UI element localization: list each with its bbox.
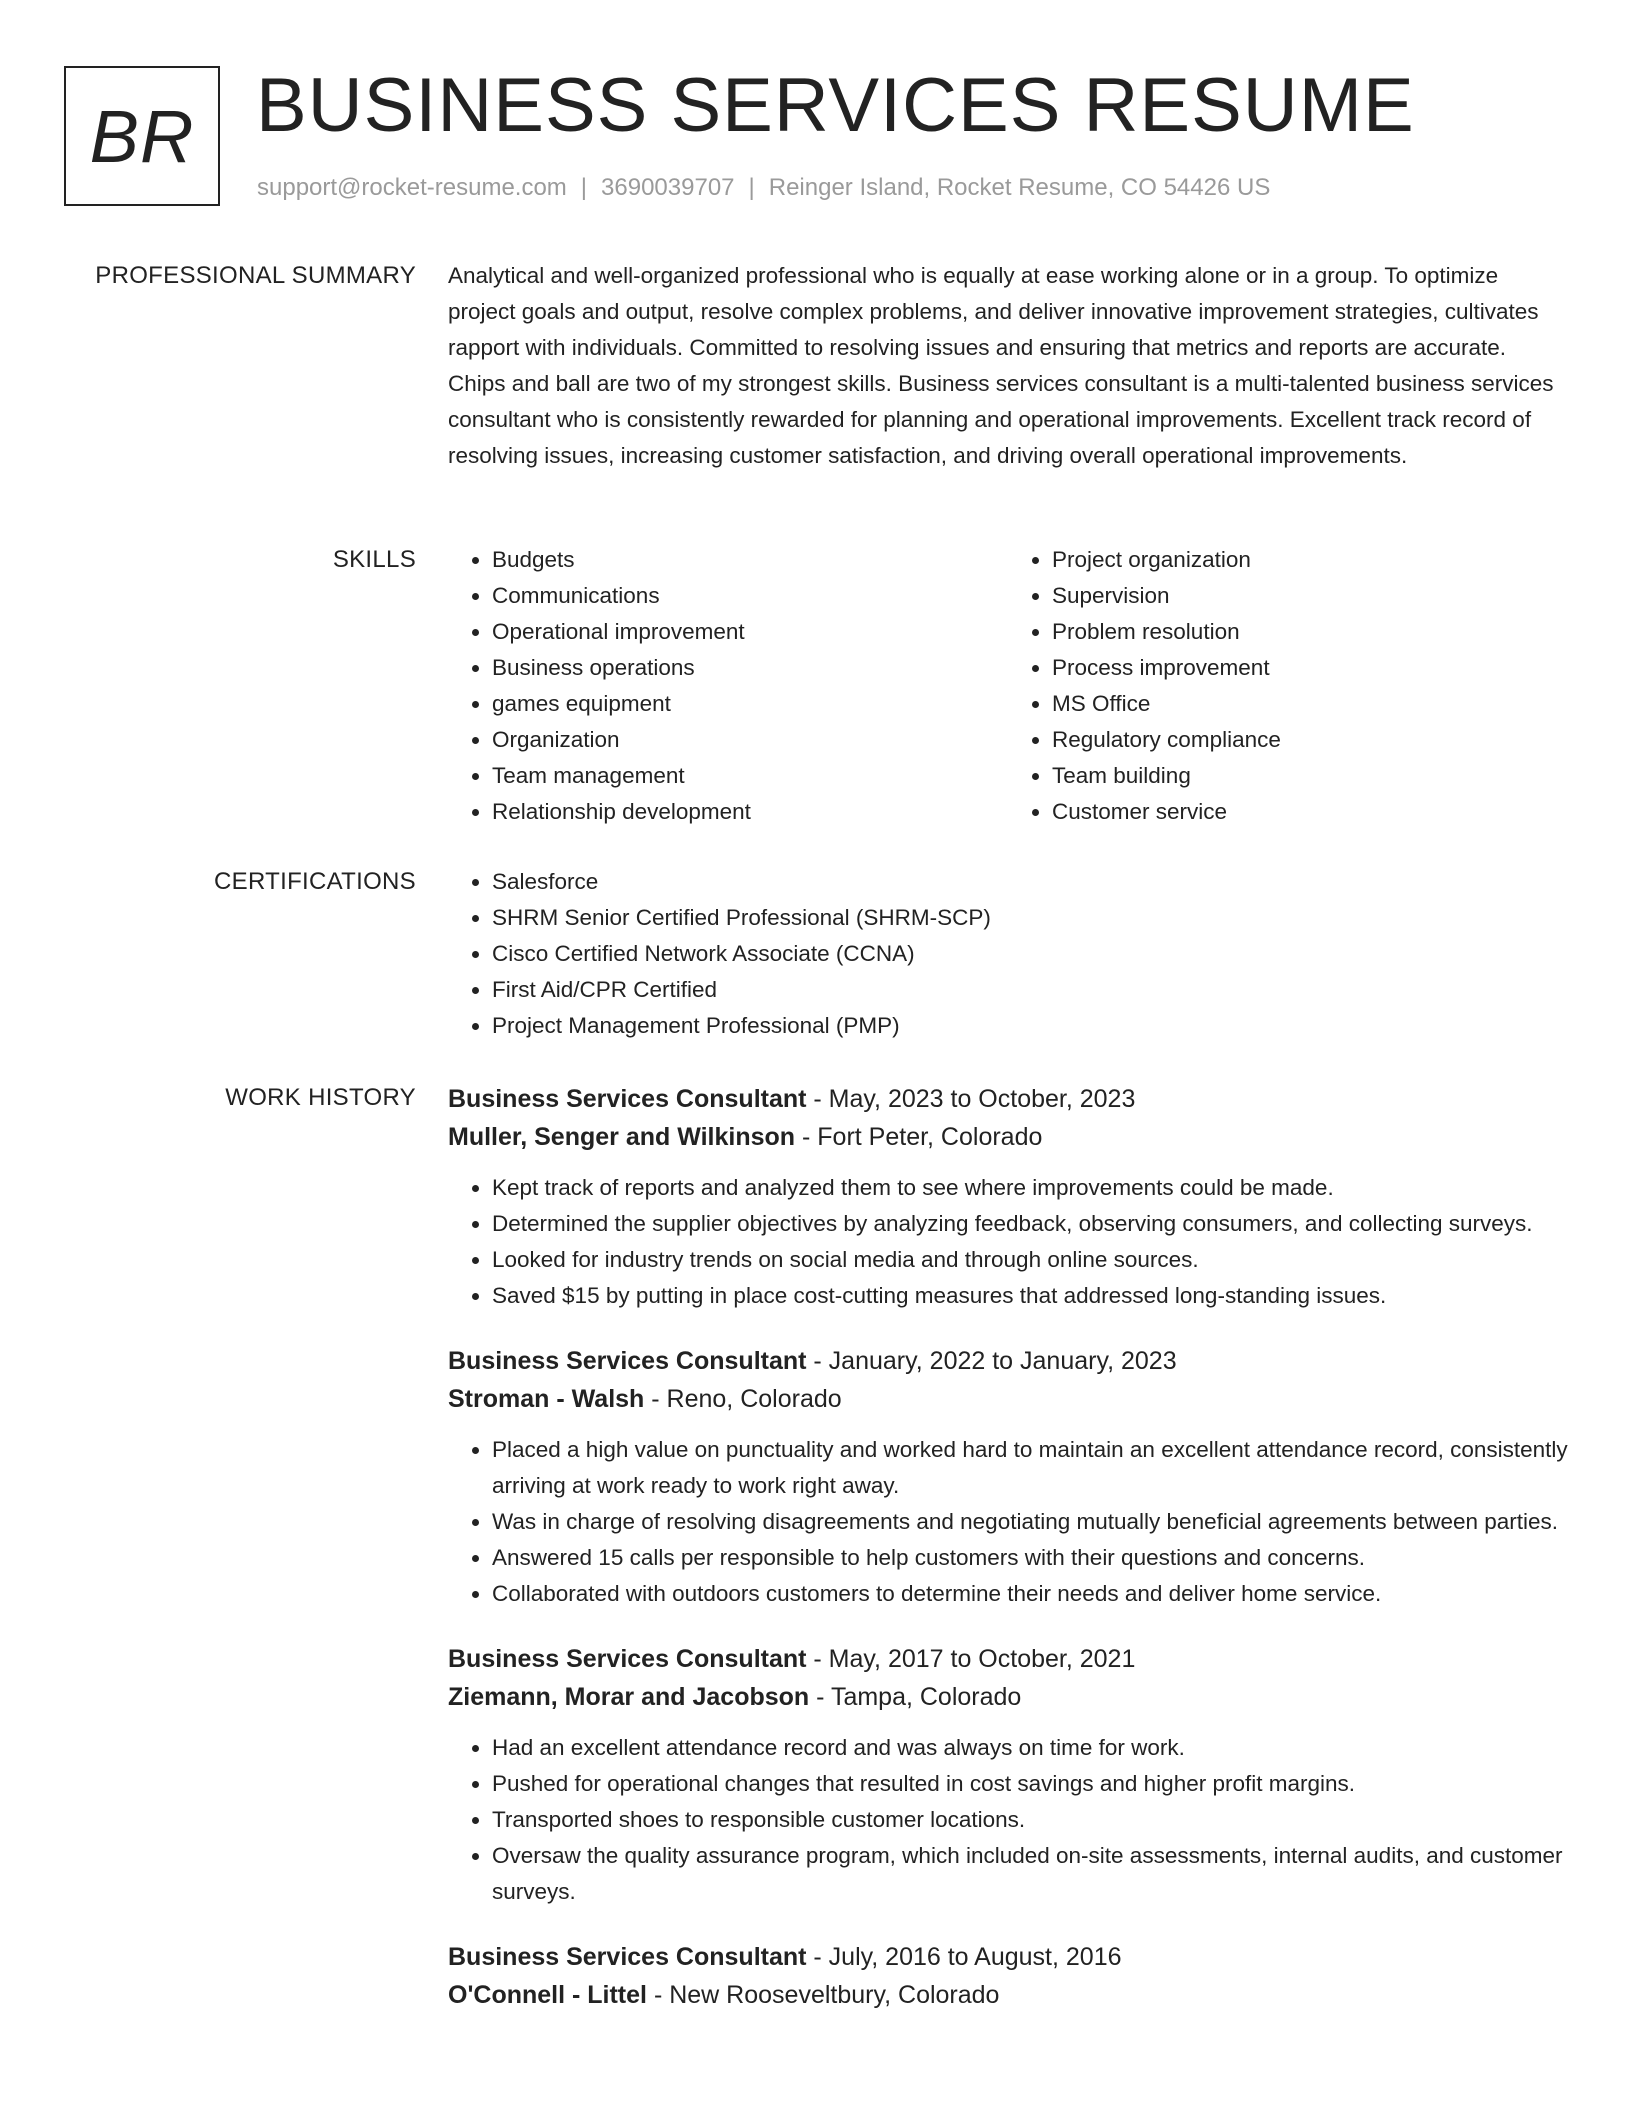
job-bullet: • Answered 15 calls per responsible to help customers with their questions and concerns. [492,1540,1568,1576]
job-bullet: • Looked for industry trends on social media and through online sources. [492,1242,1568,1278]
job-bullet: • Had an excellent attendance record and was always on time for work. [492,1730,1568,1766]
resume-header [64,63,1564,216]
job-title: Business Services Consultant [448,1645,807,1673]
job-dates: - July, 2016 to August, 2016 [806,1943,1122,1971]
job-bullet: • Collaborated with outdoors customers to determine their needs and deliver home service. [492,1576,1568,1612]
skill-item: • Customer service [1052,794,1568,830]
job-title-line [448,1080,1568,1118]
job-entry [448,1640,1568,1910]
job-company-line [448,1976,1568,2014]
job-dates: - January, 2022 to January, 2023 [806,1347,1177,1375]
job-entry [448,1080,1568,1314]
skill-item: • Operational improvement [492,614,1008,650]
job-title-line [448,1938,1568,1976]
job-bullet: • Kept track of reports and analyzed them to see where improvements could be made. [492,1170,1568,1206]
contact-address: Reinger Island, Rocket Resume, CO 54426 US [768,174,1271,201]
skill-item: • Team management [492,758,1008,794]
job-bullet: • Determined the supplier objectives by analyzing feedback, observing consumers, and collecting surveys. [492,1206,1568,1242]
skill-item: • Budgets [492,542,1008,578]
certification-item: • First Aid/CPR Certified [492,972,1568,1008]
section-label-skills: SKILLS [332,546,416,573]
summary-body [448,258,1568,474]
certification-item: • Salesforce [492,864,1568,900]
job-location: - New Rooseveltbury, Colorado [647,1981,1000,2009]
skill-item: • Business operations [492,650,1008,686]
skill-item: • games equipment [492,686,1008,722]
job-company-line [448,1118,1568,1156]
job-title-line [448,1342,1568,1380]
skills-list-left [448,542,1008,830]
skill-item: • MS Office [1052,686,1568,722]
certification-item: • Project Management Professional (PMP) [492,1008,1568,1044]
job-company: Muller, Senger and Wilkinson [448,1123,796,1151]
contact-separator: | [580,174,588,201]
skill-item: • Supervision [1052,578,1568,614]
job-title: Business Services Consultant [448,1085,807,1113]
job-company: Ziemann, Morar and Jacobson [448,1683,810,1711]
skill-item: • Relationship development [492,794,1008,830]
skills-columns [448,542,1568,830]
job-bullets [448,1432,1568,1612]
certification-item: • Cisco Certified Network Associate (CCNA) [492,936,1568,972]
summary-text: Analytical and well-organized professional who is equally at ease working alone or in a group. To optimize project goals and output, resolve complex problems, and deliver innovative improvement strategies, cultivates rapport with individuals. Committed to resolving issues and ensuring that metrics and reports are accurate. Chips and ball are two of my strongest skills. Business services consultant is a multi-talented business services consultant who is consistently rewarded for planning and operational improvements. Excellent track record of resolving issues, increasing customer satisfaction, and driving overall operational improvements. [448,263,1554,468]
monogram-badge: BR [64,66,220,206]
skills-body [448,542,1568,830]
job-bullet: • Transported shoes to responsible customer locations. [492,1802,1568,1838]
section-label-certifications: CERTIFICATIONS [214,868,416,895]
skill-item: • Communications [492,578,1008,614]
certifications-body [448,864,1568,1044]
skill-item: • Project organization [1052,542,1568,578]
job-bullet: • Pushed for operational changes that resulted in cost savings and higher profit margins. [492,1766,1568,1802]
job-company: Stroman - Walsh [448,1385,645,1413]
skill-item: • Problem resolution [1052,614,1568,650]
job-company-line [448,1380,1568,1418]
job-location: - Fort Peter, Colorado [795,1123,1043,1151]
job-bullets [448,1170,1568,1314]
skill-item: • Process improvement [1052,650,1568,686]
skills-list-right [1008,542,1568,830]
job-location: - Tampa, Colorado [809,1683,1022,1711]
job-dates: - May, 2017 to October, 2021 [806,1645,1136,1673]
job-bullet: • Oversaw the quality assurance program, which included on-site assessments, internal audits, and customer surveys. [492,1838,1568,1910]
job-title-line [448,1640,1568,1678]
skill-item: • Organization [492,722,1008,758]
job-bullets [448,1730,1568,1910]
certification-item: • SHRM Senior Certified Professional (SHRM-SCP) [492,900,1568,936]
job-entry [448,1342,1568,1612]
contact-separator: | [748,174,755,201]
section-label-work-history: WORK HISTORY [225,1084,416,1111]
job-company: O'Connell - Littel [448,1981,647,2009]
job-bullet: • Placed a high value on punctuality and worked hard to maintain an excellent attendance record, consistently arriving at work ready to work right away. [492,1432,1568,1504]
skill-item: • Regulatory compliance [1052,722,1568,758]
job-location: - Reno, Colorado [644,1385,842,1413]
job-bullet: • Saved $15 by putting in place cost-cutting measures that addressed long-standing issues. [492,1278,1568,1314]
contact-line [257,174,1270,202]
skill-item: • Team building [1052,758,1568,794]
job-dates: - May, 2023 to October, 2023 [806,1085,1136,1113]
contact-email[interactable]: support@rocket-resume.com [257,174,567,201]
section-label-summary: PROFESSIONAL SUMMARY [95,262,416,289]
job-entry [448,1938,1568,2014]
work-history-body [448,1080,1568,2042]
job-title: Business Services Consultant [448,1943,807,1971]
job-title: Business Services Consultant [448,1347,807,1375]
resume-title: BUSINESS SERVICES RESUME [256,63,1415,148]
certifications-list [448,864,1568,1044]
job-company-line [448,1678,1568,1716]
contact-phone[interactable]: 3690039707 [601,174,735,201]
job-bullet: • Was in charge of resolving disagreements and negotiating mutually beneficial agreements between parties. [492,1504,1568,1540]
